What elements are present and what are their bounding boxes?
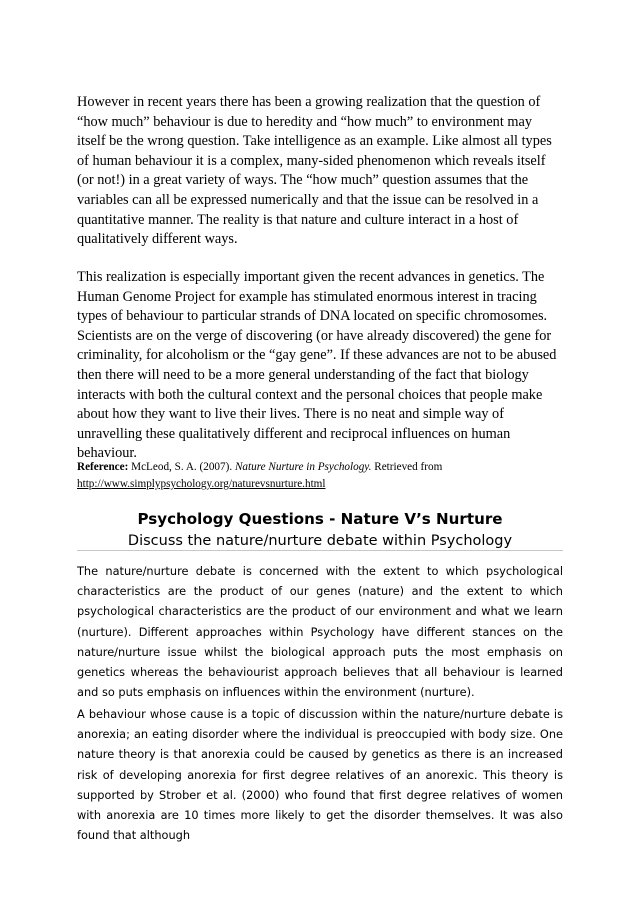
reference-citation [77, 459, 563, 493]
reference-retrieved: Retrieved from [371, 461, 443, 473]
reference-authors: McLeod, S. A. (2007). [128, 461, 235, 473]
paragraph-recent-years [77, 93, 563, 250]
paragraph-text: The nature/nurture debate is concerned with the extent to which psychological characteristics are the product of our genes (nature) and the extent to which psychological characteristics are the product of our environment and what we learn (nurture). Different approaches within Psychology have different stances on the nature/nurture issue whilst the biological approach puts the most emphasis on genetics whereas the behaviourist approach believes that all behaviour is learned and so puts emphasis on influences within the environment (nurture). [77, 564, 563, 700]
reference-label: Reference: [77, 461, 129, 473]
reference-link[interactable]: http://www.simplypsychology.org/naturevsnurture.html [77, 478, 326, 490]
paragraph-text: A behaviour whose cause is a topic of discussion within the nature/nurture debate is anorexia; an eating disorder where the individual is preoccupied with body size. One nature theory is that anorexia could be caused by genetics as there is an increased risk of developing anorexia for first degree relatives of an anorexic. This theory is supported by Strober et al. (2000) who found that first degree relatives of women with anorexia are 10 times more likely to get the disorder themselves. It was also found that although [77, 707, 563, 843]
paragraph-text: This realization is especially important given the recent advances in genetics. The Human Genome Project for example has stimulated enormous interest in tracing types of behaviour to particular strands of DNA located on specific chromosomes. Scientists are on the verge of discovering (or have already discovered) the gene for criminality, for alcoholism or the “gay gene”. If these advances are not to be abused then there will need to be a more general understanding of the fact that biology interacts with both the cultural context and the personal choices that people make about how they want to live their lives. There is no neat and simple way of unravelling these qualitatively different and reciprocal influences on human behaviour. [77, 269, 557, 462]
paragraph-text: However in recent years there has been a growing realization that the question of “how much” behaviour is due to heredity and “how much” to environment may itself be the wrong question. Take intelligence as an example. Like almost all types of human behaviour it is a complex, many-sided phenomenon which reveals itself (or not!) in a great variety of ways. The “how much” question assumes that the variables can all be expressed numerically and that the issue can be resolved in a quantitative manner. The reality is that nature and culture interact in a host of qualitatively different ways. [77, 94, 552, 248]
section-divider [77, 550, 563, 551]
section-heading [77, 509, 563, 551]
paragraph-debate [77, 561, 563, 702]
paragraph-genetics [77, 268, 563, 464]
reference-title: Nature Nurture in Psychology. [234, 461, 372, 473]
paragraph-anorexia [77, 704, 563, 845]
section-title: Psychology Questions - Nature V’s Nurture [137, 510, 503, 528]
section-subtitle: Discuss the nature/nurture debate within Psychology [127, 533, 513, 549]
